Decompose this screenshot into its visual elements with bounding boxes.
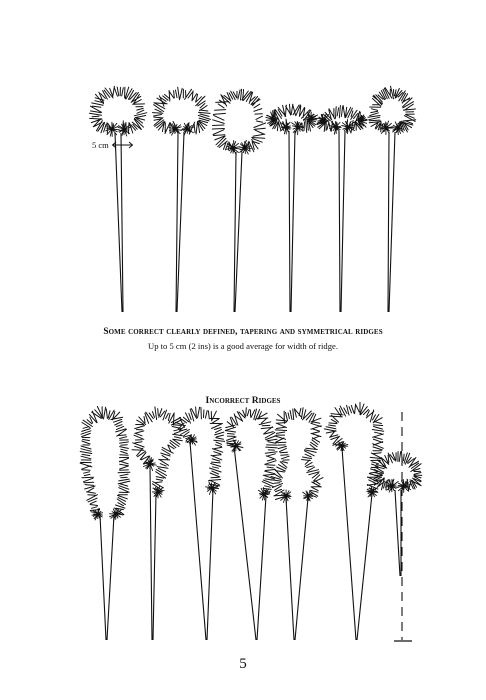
scale-label: 5 cm xyxy=(92,140,109,150)
ridge-stem xyxy=(388,132,395,312)
ridge-loop-hairs xyxy=(212,89,265,152)
ridge-lines xyxy=(100,131,401,640)
ridge-stem xyxy=(100,515,114,640)
ridge-stem xyxy=(289,131,295,312)
ridge-stem xyxy=(115,133,123,312)
ridge-loop-hairs xyxy=(271,408,323,500)
bottom-figure-heading: Incorrect Ridges xyxy=(205,395,281,406)
ridge-stem xyxy=(234,446,266,640)
annotation-marks xyxy=(113,142,413,641)
ridge-stem xyxy=(395,490,401,576)
ridge-loop-hairs xyxy=(368,86,416,132)
ridge-loop-hairs xyxy=(176,407,225,488)
ridge-end-tuft xyxy=(110,509,122,520)
ridge-stem xyxy=(339,131,345,312)
ridge-loop-hairs xyxy=(80,407,130,517)
ridge-stem xyxy=(176,133,184,312)
top-figure-note: Up to 5 cm (2 ins) is a good average for width of ridge. xyxy=(148,341,338,351)
ridge-loop-hairs xyxy=(266,104,318,132)
top-figure-caption: Some correct clearly defined, tapering and symmetrical ridges xyxy=(103,327,383,337)
ridge-stem xyxy=(190,442,213,640)
ridge-hair-strokes xyxy=(80,86,422,520)
ridge-loop-hairs xyxy=(132,407,182,491)
ridge-stem xyxy=(234,152,242,312)
ridge-stem xyxy=(286,498,308,640)
ridge-loop-hairs xyxy=(317,106,367,133)
page-number: 5 xyxy=(239,656,247,672)
ridge-end-tuft xyxy=(342,121,355,133)
